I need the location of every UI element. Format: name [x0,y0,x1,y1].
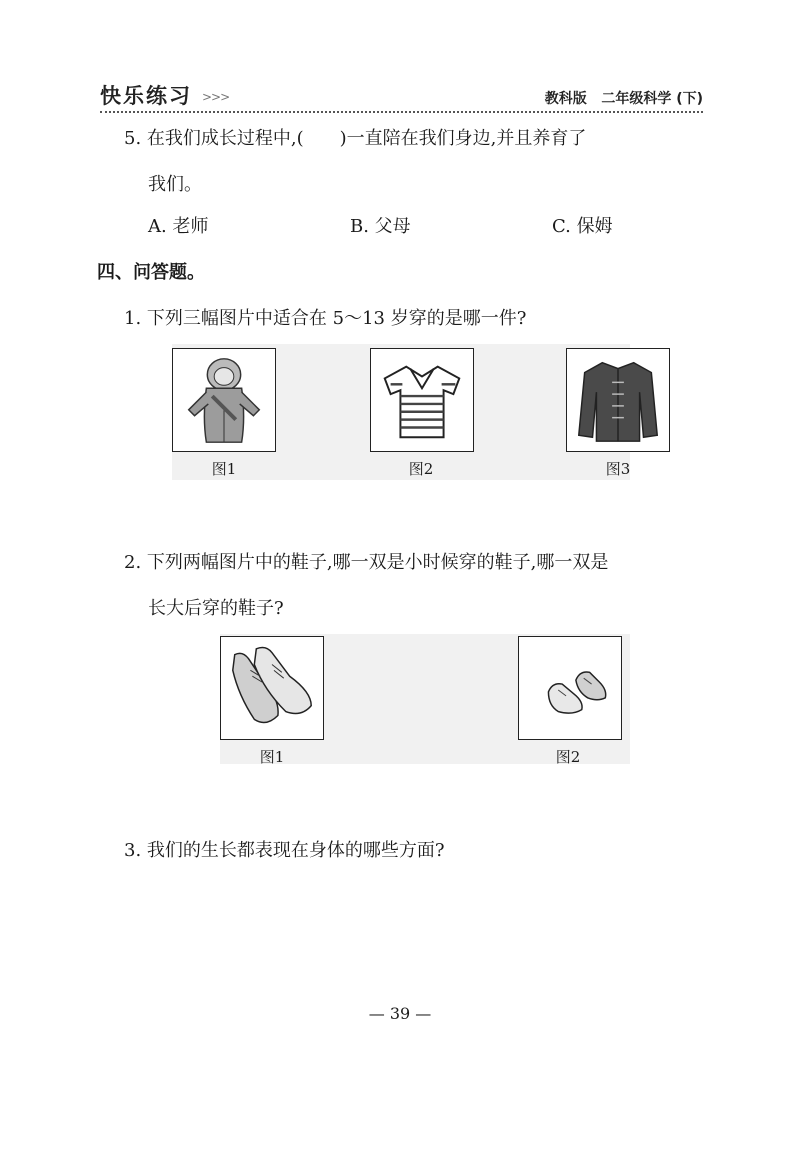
header-divider [100,111,703,113]
q1-caption-2: 图2 [408,460,434,478]
q2-caption-2: 图2 [555,748,581,766]
child-shoes-icon [519,637,621,739]
q1-text: 1. 下列三幅图片中适合在 5～13 岁穿的是哪一件? [124,308,527,329]
adult-shoes-figure [220,636,324,740]
q5-line1: 5. 在我们成长过程中,( )一直陪在我们身边,并且养育了 [124,128,587,149]
snowsuit-icon [173,349,275,451]
jacket-icon [567,349,669,451]
padded-jacket-figure [566,348,670,452]
q1-caption-3: 图3 [605,460,631,478]
workbook-title: 快乐练习 [100,84,192,108]
striped-shirt-icon [371,349,473,451]
section-title: 四、问答题。 [97,262,205,283]
adult-shoes-icon [221,637,323,739]
q3-text: 3. 我们的生长都表现在身体的哪些方面? [124,840,445,861]
edition-label: 教科版 二年级科学 (下) [544,91,703,107]
q2-caption-1: 图1 [259,748,285,766]
q2-line1: 2. 下列两幅图片中的鞋子,哪一双是小时候穿的鞋子,哪一双是 [124,552,609,573]
striped-polo-figure [370,348,474,452]
baby-snowsuit-figure [172,348,276,452]
q5-line2: 我们。 [148,174,202,195]
q5-option-a: A. 老师 [148,216,209,237]
q1-caption-1: 图1 [211,460,237,478]
page-number: — 39 — [368,1004,432,1023]
q2-line2: 长大后穿的鞋子? [148,598,284,619]
q5-option-b: B. 父母 [350,216,411,237]
q5-option-c: C. 保姆 [552,216,613,237]
child-shoes-figure [518,636,622,740]
chevrons-icon: >>> [202,90,230,104]
